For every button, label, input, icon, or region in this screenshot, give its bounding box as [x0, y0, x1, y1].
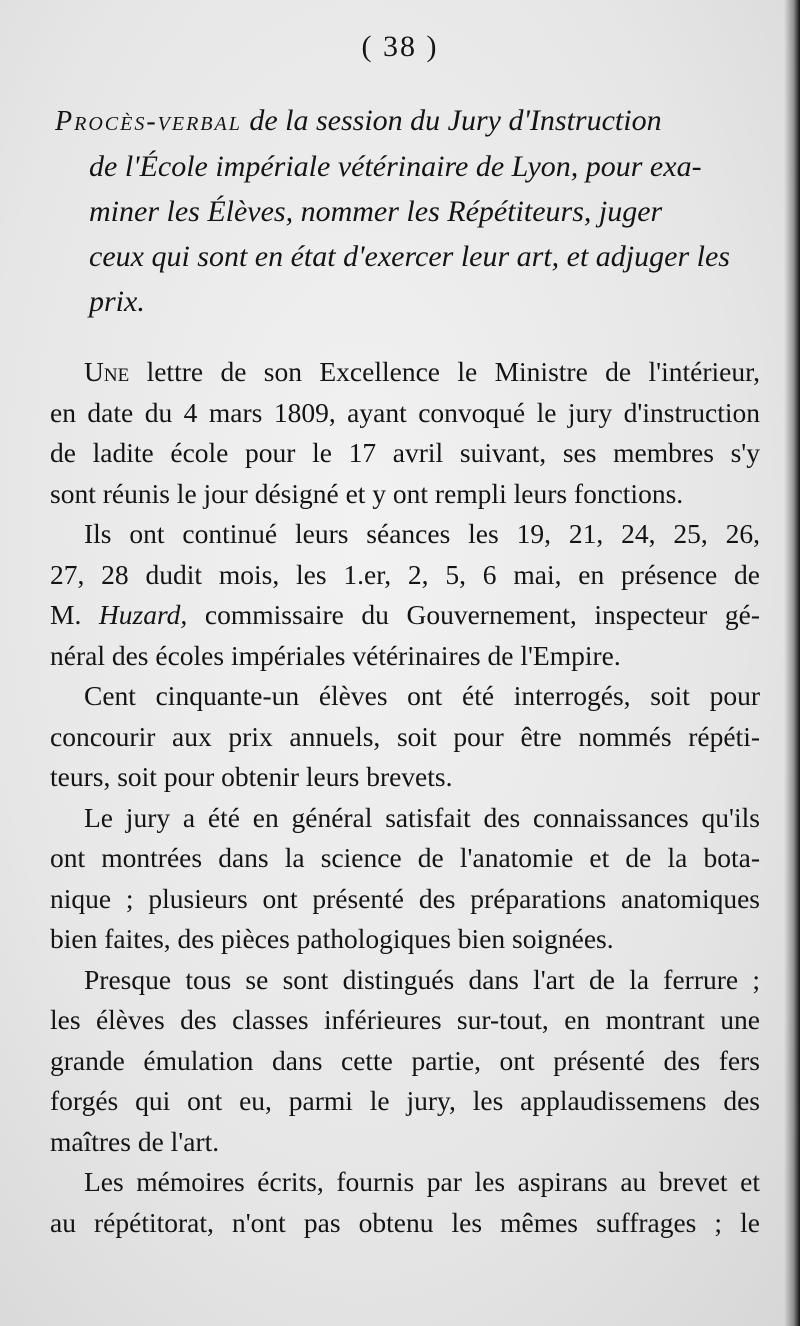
paragraph-4 [50, 798, 760, 960]
text-line: Presque tous se sont distingués dans l'art de la ferrure ; [84, 963, 760, 995]
paragraph-3 [50, 676, 760, 798]
text-line: forgés qui ont eu, parmi le jury, les applaudissemens des [50, 1085, 760, 1116]
title-line-1 [55, 98, 755, 144]
line-text: commissaire du Gouvernement, inspecteur gé- [204, 599, 761, 630]
text-line: en date du 4 mars 1809, ayant convoqué le jury d'instruction [50, 396, 760, 428]
page-number: ( 38 ) [361, 30, 439, 63]
text-line [50, 595, 760, 636]
text-line: au répétitorat, n'ont pas obtenu les mêmes suffrages ; le [50, 1206, 760, 1238]
title-line-4: ceux qui sont en état d'exercer leur art, et adjuger les [89, 240, 730, 273]
text-line: grande émulation dans cette partie, ont présenté des fers [50, 1044, 760, 1076]
page-edge-shadow [784, 0, 800, 1326]
text-line: concourir aux prix annuels, soit pour être nommés répéti- [50, 720, 760, 752]
line-text: lettre de son Excellence le Ministre de l'intérieur, [146, 356, 761, 387]
text-line [50, 352, 760, 393]
body-text [50, 352, 760, 1243]
proces-verbal-title [55, 98, 755, 324]
text-line: sont réunis le jour désigné et y ont rempli leurs fonctions. [50, 477, 684, 509]
title-line-5: prix. [89, 285, 145, 318]
text-line: de ladite école pour le 17 avril suivant, ses membres s'y [50, 437, 760, 468]
text-line: maîtres de l'art. [50, 1125, 220, 1157]
paragraph-1 [50, 352, 760, 514]
paragraph-5 [50, 960, 760, 1163]
title-lead: Procès-verbal [55, 106, 242, 137]
text-line: les élèves des classes inférieures sur-tout, en montrant une [50, 1004, 760, 1035]
text-line: Les mémoires écrits, fournis par les aspirans au brevet et [84, 1166, 760, 1197]
text-line: Le jury a été en général satisfait des connaissances qu'ils [84, 801, 760, 833]
title-line-3: miner les Élèves, nommer les Répétiteurs, juger [89, 195, 663, 228]
text-line: nique ; plusieurs ont présenté des préparations anatomiques [50, 882, 760, 914]
paragraph-6 [50, 1162, 760, 1243]
paragraph-2 [50, 514, 760, 676]
text-line: Cent cinquante-un élèves ont été interrogés, soit pour [84, 680, 760, 711]
line-text: M. [50, 599, 82, 630]
text-line: teurs, soit pour obtenir leurs brevets. [50, 761, 453, 792]
text-line: ont montrées dans la science de l'anatomie et de la bota- [50, 842, 760, 873]
text-line: Ils ont continué leurs séances les 19, 21, 24, 25, 26, [84, 518, 760, 549]
text-line: bien faites, des pièces pathologiques bien soignées. [50, 923, 614, 954]
person-name: Huzard, [98, 599, 188, 630]
text-line: 27, 28 dudit mois, les 1.er, 2, 5, 6 mai, en présence de [50, 558, 760, 590]
text-line: néral des écoles impériales vétérinaires de l'Empire. [50, 639, 621, 671]
paragraph-lead-word: Une [84, 356, 130, 387]
title-line-2: de l'École impériale vétérinaire de Lyon, pour exa- [89, 150, 702, 183]
title-line-text: de la session du Jury d'Instruction [249, 104, 662, 137]
